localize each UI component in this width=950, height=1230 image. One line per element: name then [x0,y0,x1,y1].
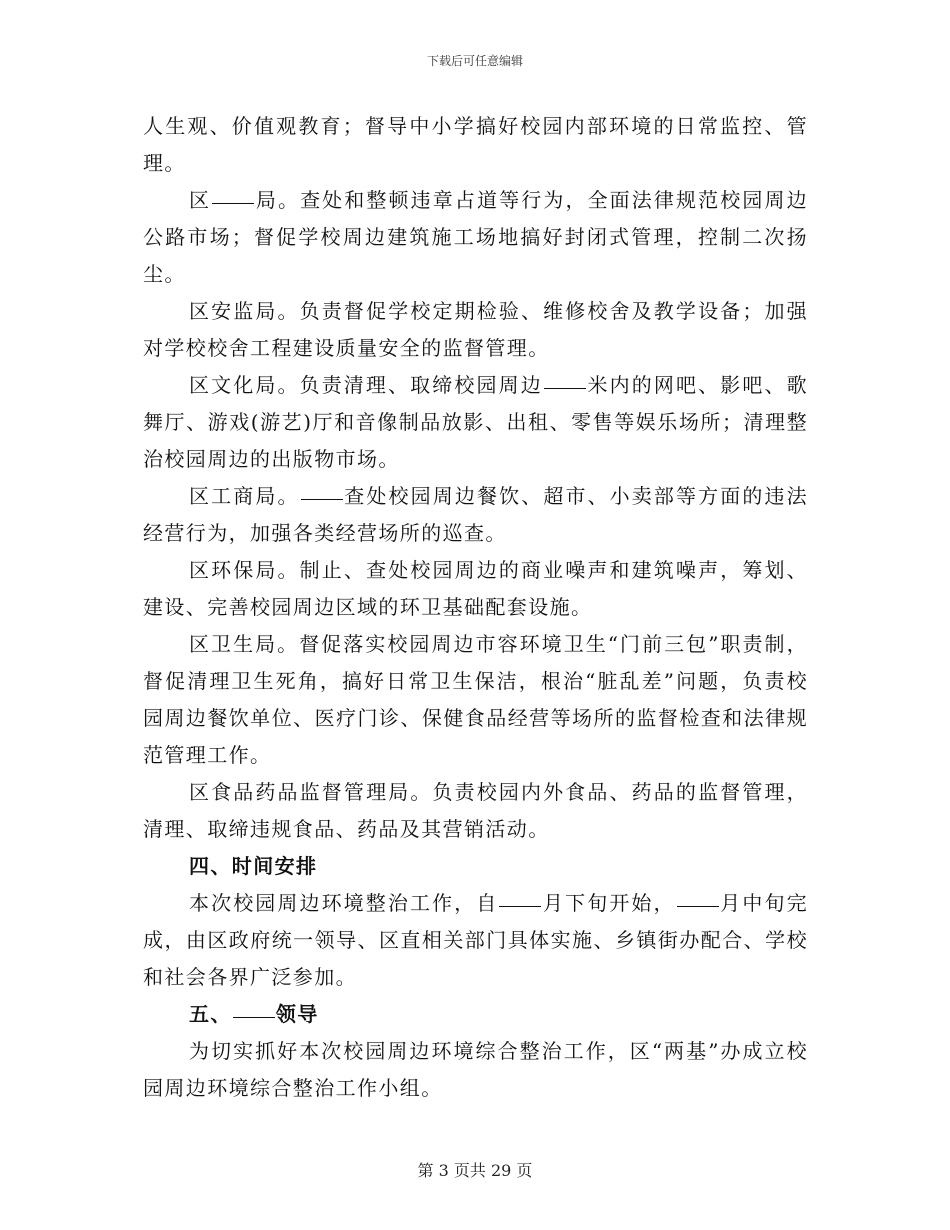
section-heading-leadership [143,996,808,1033]
paragraph-health-bureau: 区卫生局。督促落实校园周边市容环境卫生“门前三包”职责制，督促清理卫生死角，搞好日常卫生保洁，根治“脏乱差”问题，负责校园周边餐饮单位、医疗门诊、保健食品经营等场所的监督检查和法律规范管理工作。 [143,632,808,767]
paragraph-text: 局。查处和整顿违章占道等行为，全面法律规范校园周边公路市场；督促学校周边建筑施工场地搞好封闭式管理，控制二次扬尘。 [143,188,809,286]
fill-blank [677,905,719,907]
paragraph-commerce-bureau [143,478,808,552]
paragraph-text: 查处校园周边餐饮、超市、小卖部等方面的违法经营行为，加强各类经营场所的巡查。 [143,484,808,545]
page-number: 第 3 页共 29 页 [417,1161,533,1180]
fill-blank [212,202,254,204]
paragraph-food-drug-bureau: 区食品药品监督管理局。负责校园内外食品、药品的监督管理，清理、取缔违规食品、药品及其营销活动。 [143,780,808,841]
paragraph-text: 区文化局。负责清理、取缔校园周边 [189,373,543,397]
fill-blank [544,387,586,389]
paragraph-text: 区 [189,188,212,212]
heading-text: 五、 [189,1002,232,1026]
paragraph-bureau-road [143,182,808,293]
paragraph-text: 月中旬完成，由区政府统一领导、区直相关部门具体实施、乡镇街办配合、学校和社会各界广泛参加。 [143,891,808,989]
paragraph-schedule [143,885,808,996]
paragraph-environment-bureau: 区环保局。制止、查处校园周边的商业噪声和建筑噪声，筹划、建设、完善校园周边区域的环卫基础配套设施。 [143,558,808,619]
paragraph-safety-bureau: 区安监局。负责督促学校定期检验、维修校舍及教学设备；加强对学校校舍工程建设质量安全的监督管理。 [143,299,808,360]
paragraph-culture-bureau [143,367,808,478]
heading-text: 领导 [275,1002,319,1026]
paragraph-education: 人生观、价值观教育；督导中小学搞好校园内部环境的日常监控、管理。 [143,114,808,175]
document-body [143,108,808,1107]
paragraph-text: 区工商局。 [189,484,300,508]
paragraph-text: 米内的网吧、影吧、歌舞厅、游戏(游艺)厅和音像制品放影、出租、零售等娱乐场所；清理整治校园周边的出版物市场。 [143,373,808,471]
fill-blank [301,498,343,500]
fill-blank [233,1016,275,1018]
header-note: 下载后可任意编辑 [426,54,523,68]
paragraph-text: 本次校园周边环境整治工作，自 [189,891,499,915]
section-heading-schedule: 四、时间安排 [189,854,318,878]
paragraph-working-group: 为切实抓好本次校园周边环境综合整治工作，区“两基”办成立校园周边环境综合整治工作小组。 [143,1039,808,1100]
paragraph-text: 月下旬开始， [542,891,676,915]
fill-blank [499,905,541,907]
